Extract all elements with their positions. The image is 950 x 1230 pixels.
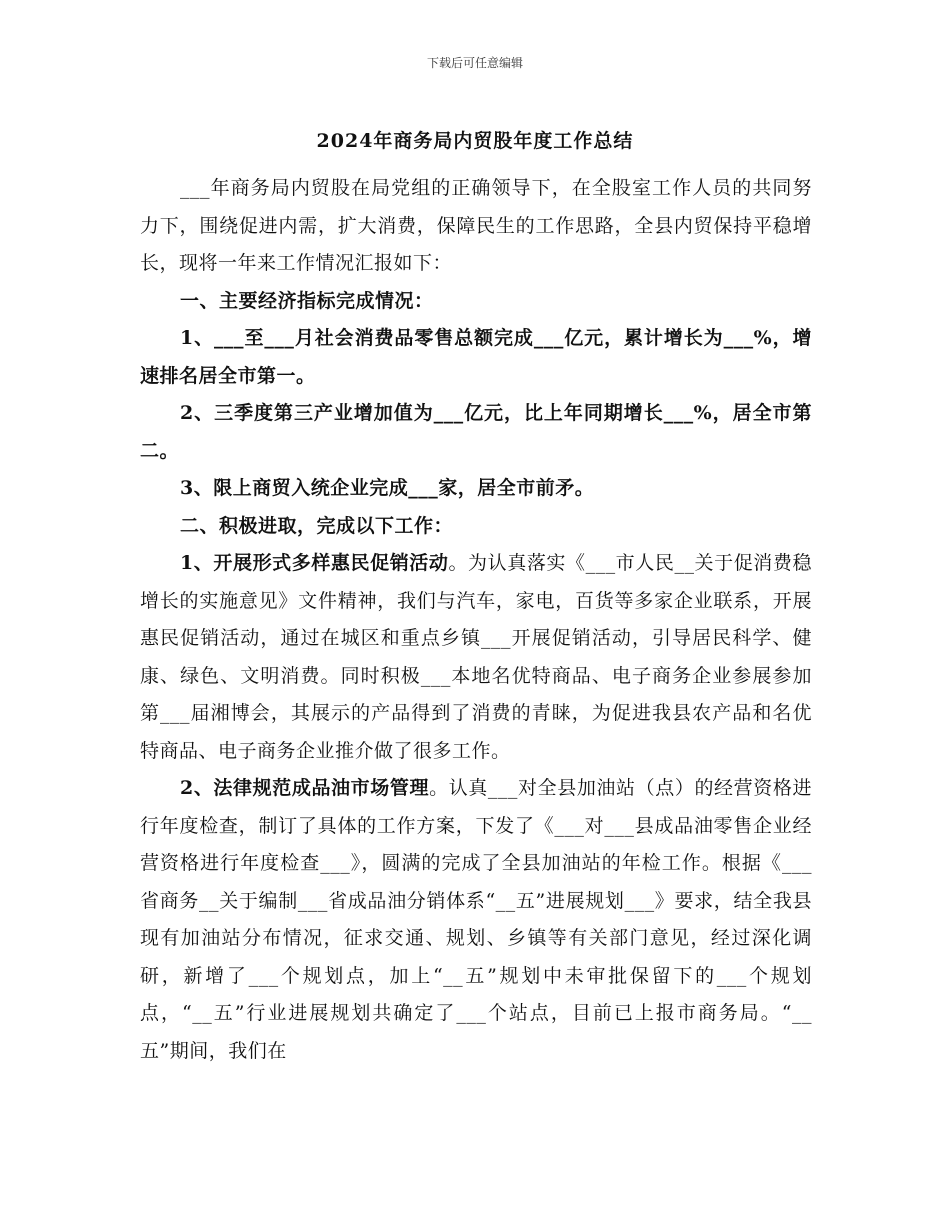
paragraph-intro [140,170,812,283]
paragraph-text: ___年商务局内贸股在局党组的正确领导下，在全股室工作人员的共同努力下，围绕促进内需，扩大消费，保障民生的工作思路，全县内贸保持平稳增长，现将一年来工作情况汇报如下： [140,177,812,274]
paragraph-text: 。为认真落实《___市人民__关于促消费稳增长的实施意见》文件精神，我们与汽车，家电，百货等多家企业联系，开展惠民促销活动，通过在城区和重点乡镇___开展促销活动，引导居民科学、健康、绿色、文明消费。同时积极___本地名优特商品、电子商务企业参展参加第___届湘博会，其展示的产品得到了消费的青睐，为促进我县农产品和名优特商品、电子商务企业推介做了很多工作。 [140,552,812,762]
paragraph-text: 一、主要经济指标完成情况： [180,289,434,312]
work-item-lead: 1、开展形式多样惠民促销活动 [180,552,449,574]
paragraph-text: 1、___至___月社会消费品零售总额完成___亿元，累计增长为___%，增速排名居全市第一。 [140,327,812,387]
header-note: 下载后可任意编辑 [426,56,523,70]
section-heading-1 [140,283,812,321]
indicator-item-1 [140,320,812,395]
paragraph-text: 2、三季度第三产业增加值为___亿元，比上年同期增长___%，居全市第二。 [140,402,812,462]
work-item-1 [140,545,812,770]
work-item-lead: 2、法律规范成品油市场管理 [180,777,430,799]
work-item-2 [140,770,812,1070]
indicator-item-2 [140,395,812,470]
document-title: 2024年商务局内贸股年度工作总结 [316,130,634,152]
indicator-item-3 [140,470,812,508]
paragraph-text: 3、限上商贸入统企业完成___家，居全市前矛。 [180,477,595,499]
section-heading-2 [140,508,812,546]
paragraph-text: 二、积极进取，完成以下工作： [180,514,454,537]
paragraph-text: 。认真___对全县加油站（点）的经营资格进行年度检查，制订了具体的工作方案，下发了《___对___县成品油零售企业经营资格进行年度检查___》，圆满的完成了全县加油站的年检工作。根据《___省商务__关于编制___省成品油分销体系“__五”进展规划___》要求，结全我县现有加油站分布情况，征求交通、规划、乡镇等有关部门意见，经过深化调研，新增了___个规划点，加上“__五”规划中未审批保留下的___个规划点，“__五”行业进展规划共确定了___个站点，目前已上报市商务局。“__五”期间，我们在 [140,777,812,1062]
document-body [140,170,812,1070]
